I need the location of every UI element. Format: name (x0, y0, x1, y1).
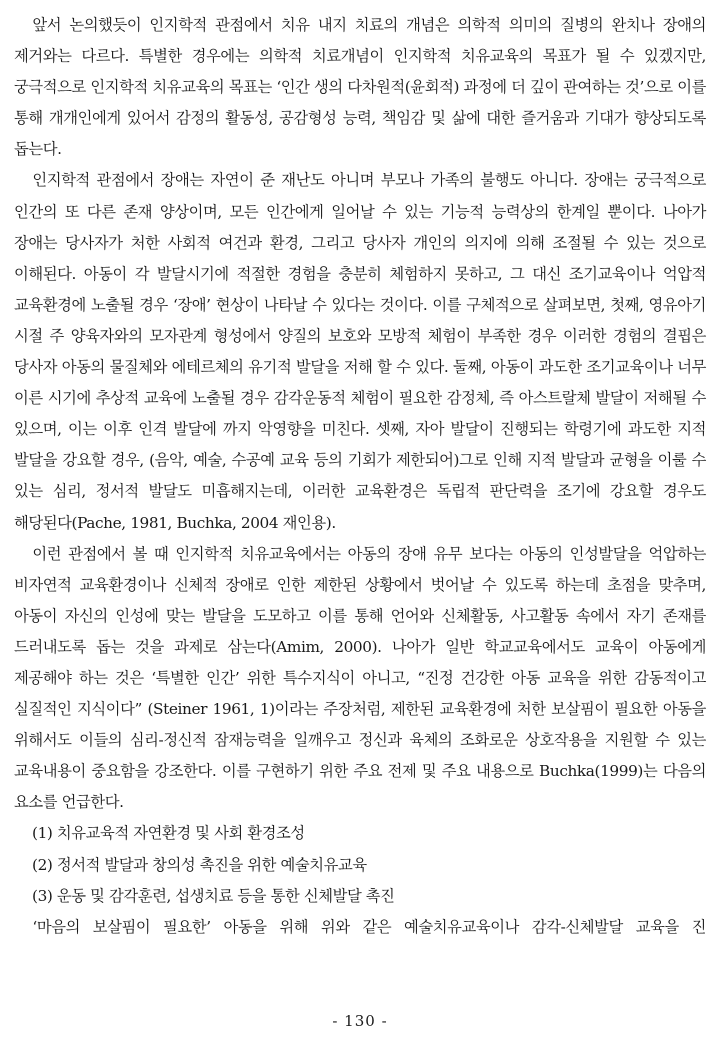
closing-line: ‘마음의 보살핌이 필요한’ 아동을 위해 위와 같은 예술치유교육이나 감각-신체발달 교육을 진 (32, 917, 706, 936)
paragraph-3: 이런 관점에서 볼 때 인지학적 치유교육에서는 아동의 장애 유무 보다는 아동의 인성발달을 억압하는 비자연적 교육환경이나 신체적 장애로 인한 제한된 상황에서 벗어날 수 있도록 하는데 초점을 맞추며, 아동이 자신의 인성에 맞는 발달을 도모하고 이를 통해 언어와 신체활동, 사고활동 속에서 자기 존재를 드러내도록 돕는 것을 과제로 삼는다(Amim, 2000). 나아가 일반 학교교육에서도 교육이 아동에게 제공해야 하는 것은 ‘특별한 인간’ 위한 특수지식이 아니고, “진정 건강한 아동 교육을 위한 감동적이고 실질적인 지식이다” (Steiner 1961, 1)이라는 주장처럼, 제한된 교육환경에 처한 보살핌이 필요한 아동을 위해서도 이들의 심리-정신적 잠재능력을 일깨우고 정신과 육체의 조화로운 상호작용을 지원할 수 있는 교육내용이 중요함을 강조한다. 이를 구현하기 위한 주요 전제 및 주요 내용으로 Buchka(1999)는 다음의 요소를 언급한다. (14, 544, 706, 812)
list-item-2: (2) 정서적 발달과 창의성 촉진을 위한 예술치유교육 (32, 855, 367, 874)
paragraph-1: 앞서 논의했듯이 인지학적 관점에서 치유 내지 치료의 개념은 의학적 의미의 질병의 완치나 장애의 제거와는 다르다. 특별한 경우에는 의학적 치료개념이 인지학적 치유교육의 목표가 될 수 있겠지만, 궁극적으로 인지학적 치유교육의 목표는 ‘인간 생의 다차원적(윤회적) 과정에 더 깊이 관여하는 것’으로 이를 통해 개개인에게 있어서 감정의 활동성, 공감형성 능력, 책임감 및 삶에 대한 즐거움과 기대가 향상되도록 돕는다. (14, 16, 706, 159)
body-text (14, 10, 706, 943)
list-item-1: (1) 치유교육적 자연환경 및 사회 환경조성 (32, 824, 305, 843)
list-item-3: (3) 운동 및 감각훈련, 섭생치료 등을 통한 신체발달 촉진 (32, 886, 395, 905)
page-number: - 130 - (332, 1012, 388, 1030)
paragraph-2: 인지학적 관점에서 장애는 자연이 준 재난도 아니며 부모나 가족의 불행도 아니다. 장애는 궁극적으로 인간의 또 다른 존재 양상이며, 모든 인간에게 일어날 수 있는 기능적 능력상의 한계일 뿐이다. 나아가 장애는 당사자가 처한 사회적 여건과 환경, 그리고 당사자 개인의 의지에 의해 조절될 수 있는 것으로 이해된다. 아동이 각 발달시기에 적절한 경험을 충분히 체험하지 못하고, 그 대신 조기교육이나 억압적 교육환경에 노출될 경우 ‘장애’ 현상이 나타날 수 있다는 것이다. 이를 구체적으로 살펴보면, 첫째, 영유아기 시절 주 양육자와의 모자관계 형성에서 양질의 보호와 모방적 체험이 부족한 경우 이러한 경험의 결핍은 당사자 아동의 물질체와 에테르체의 유기적 발달을 저해 할 수 있다. 둘째, 아동이 과도한 조기교육이나 너무 이른 시기에 추상적 교육에 노출될 경우 감각운동적 체험이 필요한 감정체, 즉 아스트랄체 발달이 저해될 수 있으며, 이는 이후 인격 발달에 까지 악영향을 미친다. 셋째, 자아 발달이 진행되는 학령기에 과도한 지적 발달을 강요할 경우, (음악, 예술, 수공예 교육 등의 기회가 제한되어)그로 인해 지적 발달과 균형을 이룰 수 있는 심리, 정서적 발달도 미흡해지는데, 이러한 교육환경은 독립적 판단력을 조기에 강요할 경우도 해당된다(Pache, 1981, Buchka, 2004 재인용). (14, 171, 706, 532)
